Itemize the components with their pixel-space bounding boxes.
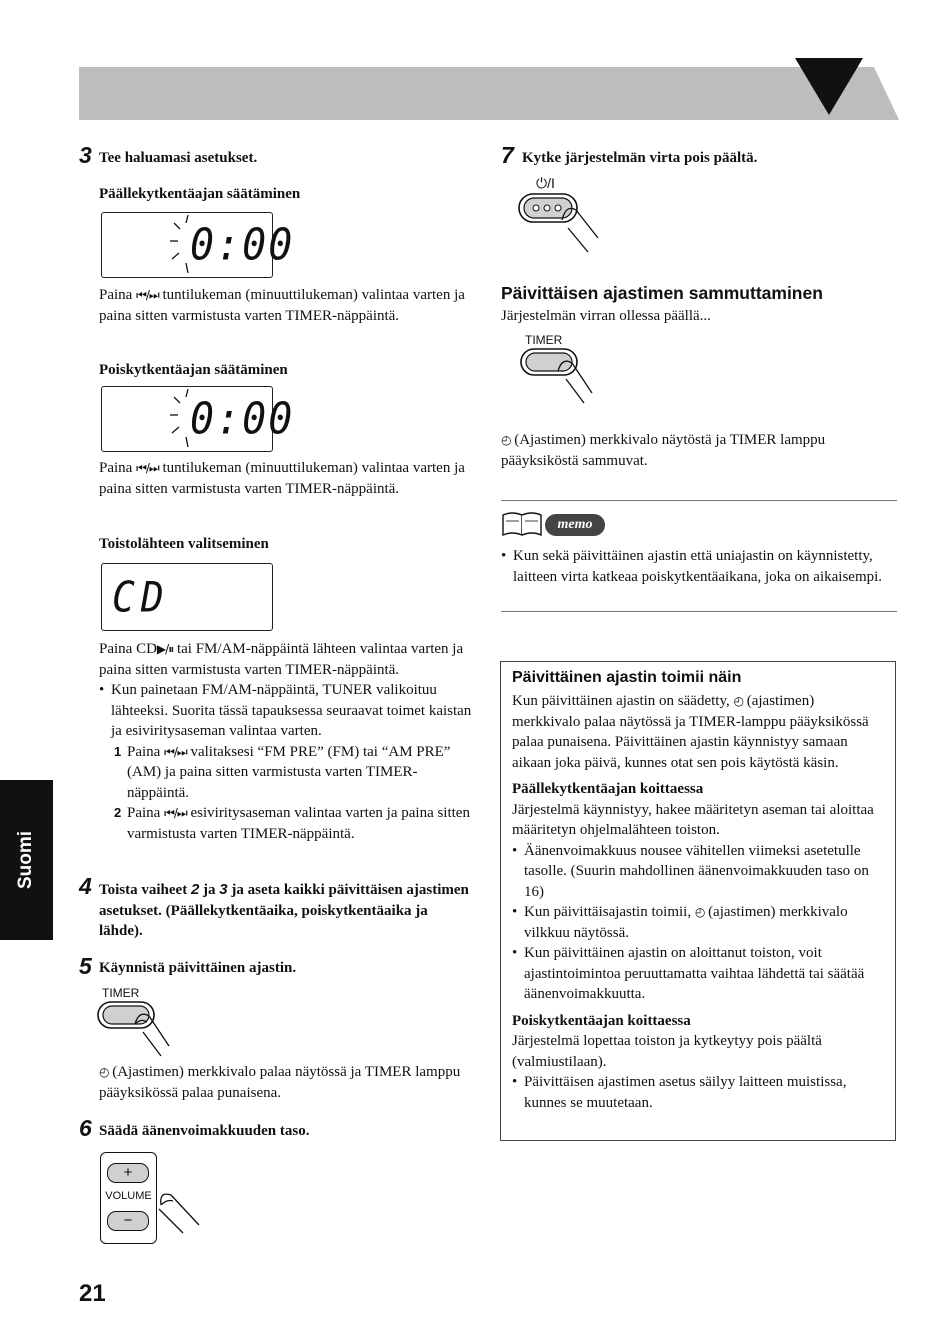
clock-icon: ◴ bbox=[694, 905, 705, 919]
skip-icon: ⏮/⏭ bbox=[136, 288, 159, 302]
step5-note: ◴ (Ajastimen) merkkivalo palaa näytössä ja TIMER lamppu pääyksikössä palaa punaisena. bbox=[99, 1064, 461, 1101]
step-title: Säädä äänenvoimakkuuden taso. bbox=[99, 1123, 310, 1139]
timer-button[interactable] bbox=[518, 345, 598, 407]
list-item: • Kun painetaan FM/AM-näppäintä, TUNER valikoituu lähteeksi. Suorita tässä tapauksessa seuraavat toimet kaistan ja esiviritysaseman valintaa varten. bbox=[99, 680, 477, 742]
volume-up-button[interactable]: + bbox=[107, 1163, 149, 1183]
list-item: • Kun päivittäisajastin toimii, ◴ (ajastimen) merkkivalo vilkkuu näytössä. bbox=[512, 902, 884, 943]
clock-icon: ◴ bbox=[99, 1065, 109, 1079]
step-title: Toista vaiheet 2 ja 3 ja aseta kaikki päivittäisen ajastimen asetukset. (Päällekytkentäaika, poiskytkentäaika ja lähde). bbox=[99, 881, 469, 939]
list-item: • Päivittäisen ajastimen asetus säilyy laitteen muistissa, kunnes se muutetaan. bbox=[512, 1072, 884, 1113]
skip-icon: ⏮/⏭ bbox=[164, 744, 187, 759]
power-icon: ⏻/I bbox=[536, 175, 555, 191]
step-number: 7 bbox=[501, 142, 514, 168]
lcd-readout: CD bbox=[112, 572, 170, 622]
header-bar bbox=[0, 0, 950, 125]
info-box-title: Päivittäinen ajastin toimii näin bbox=[512, 669, 742, 686]
timer-button-label: TIMER bbox=[525, 333, 563, 347]
volume-control bbox=[100, 1152, 157, 1244]
language-tab-label: Suomi bbox=[15, 830, 36, 890]
cancel-text: Järjestelmän virran ollessa päällä... bbox=[501, 308, 711, 324]
step-number: 5 bbox=[79, 953, 92, 979]
on-time-heading: Päällekytkentäajan säätäminen bbox=[99, 186, 301, 202]
volume-label: VOLUME bbox=[105, 1190, 152, 1202]
clock-icon: ◴ bbox=[501, 433, 511, 447]
list-item: • Kun päivittäinen ajastin on aloittanut toiston, voit ajastintoimintoa peruuttamatta vaihtaa lähdettä tai säätää äänenvoimakkuutta. bbox=[512, 943, 884, 1005]
timer-button-label: TIMER bbox=[102, 986, 140, 1000]
cancel-note: ◴ (Ajastimen) merkkivalo näytöstä ja TIMER lamppu pääyksiköstä sammuvat. bbox=[501, 432, 826, 469]
lcd-readout: 0:00 bbox=[190, 393, 295, 445]
section-heading: Päivittäisen ajastimen sammuttaminen bbox=[501, 283, 823, 303]
step-title: Tee haluamasi asetukset. bbox=[99, 150, 258, 166]
list-item: 1 Paina ⏮/⏭ valitaksesi “FM PRE” (FM) tai “AM PRE” (AM) ja paina sitten varmistusta varten TIMER-näppäintä. bbox=[114, 743, 451, 801]
on-time-display bbox=[101, 212, 295, 278]
off-time-heading: Poiskytkentäajan säätäminen bbox=[99, 362, 288, 378]
source-heading: Toistolähteen valitseminen bbox=[99, 536, 269, 552]
memo-badge: memo bbox=[545, 514, 605, 536]
skip-icon: ⏮/⏭ bbox=[136, 461, 159, 475]
memo-bullet: • Kun sekä päivittäinen ajastin että uniajastin on käynnistetty, laitteen virta katkeaa poiskytkentäaikana, joka on aikaisempi. bbox=[501, 546, 893, 587]
page-number: 21 bbox=[79, 1280, 106, 1307]
info-box-body: Kun päivittäinen ajastin on säädetty, ◴ (ajastimen) merkkivalo palaa näytössä ja TIMER-lamppu pääyksikössä palaa punaisena. Päivittäinen ajastin käynnistyy samaan aikaan joka päivä, kunnes otat sen pois käytöstä käsin. Päällekytkentäajan koittaessa Järjestelmä käynnistyy, hakee määritetyn aseman tai aloittaa määritetyn ohjelmalähteen toiston. • Äänenvoimakkuus nousee vähitellen viimeksi asetetulle tasolle. (Suurin mahdollinen äänenvoimakkuuden taso on 16) • Kun päivittäisajastin toimii, ◴ (ajastimen) merkkivalo vilkkuu näytössä. • Kun päivittäinen ajastin on aloittanut toiston, voit ajastintoimintoa peruuttamatta vaihtaa lähdettä tai säätää äänenvoimakkuutta. Poiskytkentäajan koittaessa Järjestelmä lopettaa toiston ja kytkeytyy pois päältä (valmiustilaan). • Päivittäisen ajastimen asetus säilyy laitteen muistissa, kunnes se muutetaan. bbox=[512, 691, 884, 1113]
on-time-text: Järjestelmä käynnistyy, hakee määritetyn aseman tai aloittaa määritetyn ohjelmalähteen toiston. bbox=[512, 801, 874, 838]
lcd-readout: 0:00 bbox=[190, 219, 295, 271]
step-title: Käynnistä päivittäinen ajastin. bbox=[99, 960, 297, 976]
step-number: 6 bbox=[79, 1115, 92, 1141]
book-icon bbox=[501, 511, 545, 539]
off-time-display bbox=[101, 386, 295, 452]
off-time-subheading: Poiskytkentäajan koittaessa bbox=[512, 1012, 691, 1029]
source-instructions: Paina CD▶/⏸ tai FM/AM-näppäintä lähteen valintaa varten ja paina sitten varmistusta varten TIMER-näppäintä. • Kun painetaan FM/AM-näppäintä, TUNER valikoituu lähteeksi. Suorita tässä tapauksessa seuraavat toimet kaistan ja esiviritysaseman valintaa varten. 1 Paina ⏮/⏭ valitaksesi “FM PRE” (FM) tai “AM PRE” (AM) ja paina sitten varmistusta varten TIMER-näppäintä. 2 Paina ⏮/⏭ esiviritysaseman valintaa varten ja paina sitten varmistusta varten TIMER-näppäintä. bbox=[99, 639, 477, 844]
hand-icon bbox=[155, 1185, 203, 1235]
skip-icon: ⏮/⏭ bbox=[164, 806, 187, 820]
volume-down-button[interactable]: − bbox=[107, 1211, 149, 1231]
step-number: 3 bbox=[79, 142, 92, 168]
list-item: • Äänenvoimakkuus nousee vähitellen viimeksi asetetulle tasolle. (Suurin mahdollinen äänenvoimakkuuden taso on 16) bbox=[512, 841, 884, 903]
list-item: 2 Paina ⏮/⏭ esiviritysaseman valintaa varten ja paina sitten varmistusta varten TIMER-näppäintä. bbox=[114, 805, 470, 842]
clock-icon: ◴ bbox=[733, 694, 743, 708]
step-number: 4 bbox=[79, 873, 92, 899]
off-time-instructions: Paina ⏮/⏭ tuntilukeman (minuuttilukeman) valintaa varten ja paina sitten varmistusta varten TIMER-näppäintä. bbox=[99, 460, 465, 497]
info-box bbox=[500, 661, 896, 1141]
play-pause-icon: ▶/⏸ bbox=[156, 642, 174, 656]
divider bbox=[501, 500, 897, 501]
on-time-subheading: Päällekytkentäajan koittaessa bbox=[512, 781, 704, 797]
timer-button[interactable] bbox=[95, 998, 175, 1060]
source-display bbox=[101, 563, 273, 631]
off-time-text: Järjestelmä lopettaa toiston ja kytkeytyy pois päältä (valmiustilaan). bbox=[512, 1033, 822, 1070]
language-tab bbox=[0, 780, 53, 940]
step-title: Kytke järjestelmän virta pois päältä. bbox=[522, 150, 758, 166]
power-button[interactable] bbox=[516, 190, 606, 262]
divider bbox=[501, 611, 897, 612]
on-time-instructions: Paina ⏮/⏭ tuntilukeman (minuuttilukeman) valintaa varten ja paina sitten varmistusta varten TIMER-näppäintä. bbox=[99, 287, 465, 324]
